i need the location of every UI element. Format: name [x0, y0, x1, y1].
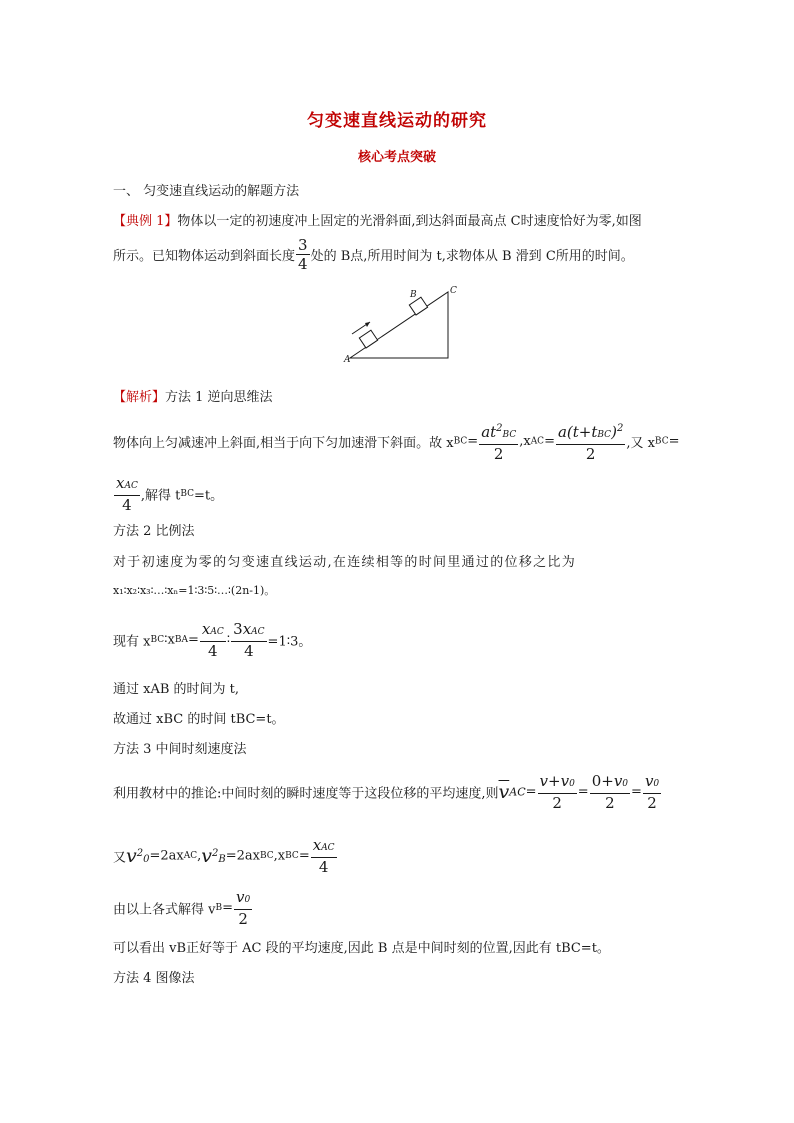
- example-tag: 【典例 1】: [113, 214, 178, 229]
- label-b: B: [410, 290, 417, 300]
- method-3-line-3-text: 由以上各式解得 v: [113, 902, 216, 918]
- method-2-title: 方法 2 比例法: [113, 524, 195, 539]
- label-a: A: [344, 355, 351, 364]
- fraction-xac-4: $\frac{\text{xAC}}{4}$: [201, 620, 224, 660]
- method-2-line-4: 通过 xAB 的时间为 t,: [113, 682, 240, 697]
- incline-figure: [340, 282, 460, 364]
- method-3-line-4: 可以看出 vB正好等于 AC 段的平均速度,因此 B 点是中间时刻的位置,因此有 tBC=t。: [113, 941, 610, 956]
- method-1-text: 物体向上匀减速冲上斜面,相当于向下匀加速滑下斜面。故 x: [113, 436, 454, 451]
- method-2-line-3-end: =1∶3。: [267, 634, 312, 650]
- example-text-2a: 所示。已知物体运动到斜面长度: [113, 249, 296, 264]
- example-text-2b: 处的 B点,所用时间为 t,求物体从 B 滑到 C所用的时间。: [310, 249, 634, 264]
- fraction-0-plus-v0: $\frac{0+v0}{2}$: [591, 772, 629, 812]
- method-3-title: 方法 3 中间时刻速度法: [113, 742, 247, 757]
- fraction-a-t-plus-tbc: $\frac{a(t+tBC)^2}{2}$: [556, 420, 625, 463]
- solution-tag: 【解析】: [113, 390, 166, 405]
- method-1-line-2: $\frac{\text{xAC}}{4}$ ,解得 tBC=t。: [116, 474, 224, 514]
- method-1-title: 方法 1 逆向思维法: [165, 390, 273, 405]
- fraction-v0-over-2: $\frac{v0}{2}$: [644, 772, 660, 812]
- method-1-mid: ,又 x: [626, 436, 655, 451]
- method-3-line-2: 又$v^20=2axAC,v^2B=2axBC,xBC=$ $\frac{\text{xAC}}{4}$: [113, 836, 335, 876]
- method-1-end2: =t。: [194, 488, 224, 504]
- example-line-2: [113, 236, 634, 273]
- page-subtitle: 核心考点突破: [357, 150, 436, 165]
- method-1-line: 物体向上匀减速冲上斜面,相当于向下匀加速滑下斜面。故 xBC= $\frac{at^2BC}{2}$ ,xAC= $\frac{a(t+tBC)^2}{2}$ ,又 xBC=: [113, 420, 680, 463]
- method-3-line-1: 利用教材中的推论:中间时刻的瞬时速度等于这段位移的平均速度,则$\overline{v}AC=$ $\frac{v+v0}{2}$ = $\frac{0+v0}{2}$ = $\frac{v0}{2}$: [113, 772, 660, 812]
- example-text-1: 物体以一定的初速度冲上固定的光滑斜面,到达斜面最高点 C时速度恰好为零,如图: [177, 214, 642, 229]
- method-2-line-2: x₁∶x₂∶x₃∶…∶xₙ=1∶3∶5∶…∶(2n-1)。: [113, 584, 276, 597]
- method-2-line-5: 故通过 xBC 的时间 tBC=t。: [113, 712, 285, 727]
- method-4-title: 方法 4 图像法: [113, 971, 195, 986]
- method-2-line-3a: 现有 x: [113, 634, 151, 650]
- label-c: C: [450, 286, 457, 296]
- solution-heading: [113, 386, 273, 405]
- fraction-three-quarters: $\frac{3}{4}$: [298, 236, 308, 273]
- method-3-line-2-text: 又: [113, 850, 127, 866]
- arrow-head: [365, 322, 370, 327]
- fraction-3xac-4: $\frac{\text{3xAC}}{4}$: [233, 620, 265, 660]
- page-title: 匀变速直线运动的研究: [307, 111, 487, 131]
- method-2-line-1: 对于初速度为零的匀变速直线运动,在连续相等的时间里通过的位移之比为: [113, 555, 577, 570]
- fraction-xac-over-4: $\frac{\text{xAC}}{4}$: [116, 474, 138, 514]
- block-lower: [359, 330, 377, 348]
- section-heading: 一、 匀变速直线运动的解题方法: [113, 184, 300, 199]
- fraction-v0-2b: $\frac{v0}{2}$: [236, 888, 251, 928]
- method-2-line-3: 现有 xBC∶xBA= $\frac{\text{xAC}}{4}$ ∶ $\frac{\text{3xAC}}{4}$ =1∶3。: [113, 620, 312, 660]
- fraction-v-plus-v0: $\frac{v+v0}{2}$: [539, 772, 575, 812]
- fraction-xac-4b: $\frac{\text{xAC}}{4}$: [312, 836, 335, 876]
- method-3-line-3: 由以上各式解得 vB= $\frac{v0}{2}$: [113, 888, 251, 928]
- example-line-1: [113, 210, 642, 229]
- fraction-at2bc: $\frac{at^2BC}{2}$: [479, 420, 518, 463]
- method-1-end: ,解得 t: [140, 488, 181, 504]
- method-3-line-1-text: 利用教材中的推论:中间时刻的瞬时速度等于这段位移的平均速度,则: [113, 786, 499, 802]
